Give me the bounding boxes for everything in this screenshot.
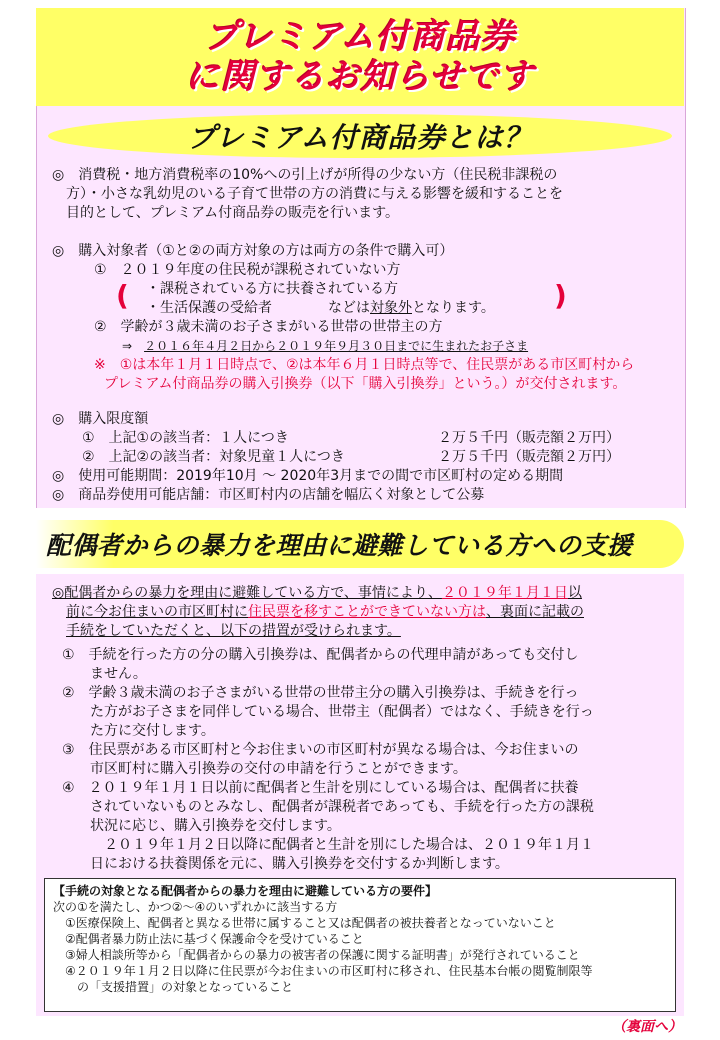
section2-lead xyxy=(52,584,680,641)
bullet2-suffix: となります。 xyxy=(412,300,495,316)
bracket-open: ( xyxy=(116,279,129,312)
lead-text-f: 、裏面に記載の xyxy=(486,604,584,620)
title-banner xyxy=(36,8,684,106)
item-line: されていないものとみなし、配偶者が課税者であっても、手続を行った方の課税 xyxy=(62,799,594,815)
target-heading: ◎ 購入対象者（①と②の両方対象の方は両方の条件で購入可） xyxy=(52,243,454,259)
section2-heading-banner xyxy=(36,520,684,568)
list-item xyxy=(62,779,682,874)
requirement-line: ②配偶者暴力防止法に基づく保護命令を受けていること xyxy=(53,932,364,946)
item-line: 市区町村に購入引換券の交付の申請を行うことができます。 xyxy=(62,761,467,777)
section1-heading-banner xyxy=(48,114,672,158)
section1-heading: プレミアム付商品券とは？ xyxy=(187,121,533,154)
list-item xyxy=(62,741,682,779)
bracket-close: ) xyxy=(554,279,567,312)
section2-items xyxy=(62,646,682,874)
notice-line1: ※ ①は本年１月１日時点で、②は本年６月１日時点等で、住民票がある市区町村から xyxy=(94,357,635,373)
purchase-limit-block xyxy=(52,410,680,505)
lead-text-a: ◎配偶者からの暴力を理由に避難している方で、事情により、 xyxy=(52,585,442,601)
item-line: た方がお子さまを同伴している場合、世帯主（配偶者）ではなく、手続きを行っ xyxy=(62,704,594,720)
requirements-heading: 【手続の対象となる配偶者からの暴力を理由に避難している方の要件】 xyxy=(53,884,438,898)
intro-line: 目的として、プレミアム付商品券の販売を行います。 xyxy=(52,205,400,221)
limit-row1 xyxy=(52,429,680,448)
requirement-line: ①医療保険上、配偶者と異なる世帯に属すること又は配偶者の被扶養者となっていないこと xyxy=(53,916,556,930)
intro-line: ◎ 消費税・地方消費税率の10%への引上げが所得の少ない方（住民税非課税の xyxy=(52,167,558,183)
limit-heading: ◎ 購入限度額 xyxy=(52,411,149,427)
item-line: 状況に応じ、購入引換券を交付します。 xyxy=(62,818,341,834)
usage-period: ◎ 使用可能期間：2019年10月 ～ 2020年3月までの間で市区町村の定める期間 xyxy=(52,468,564,484)
list-item xyxy=(62,684,682,741)
section2-heading: 配偶者からの暴力を理由に避難している方への支援 xyxy=(46,531,633,560)
target-item1: ① ２０１９年度の住民税が課税されていない方 xyxy=(94,262,401,278)
item-line: た方に交付します。 xyxy=(62,723,215,739)
target-item2: ② 学齢が３歳未満のお子さまがいる世帯の世帯主の方 xyxy=(94,319,443,335)
list-item xyxy=(62,646,682,684)
birth-range: ２０１６年４月２日から２０１９年９月３０日までに生まれたお子さま xyxy=(144,339,529,353)
excluded-label: 対象外 xyxy=(370,300,412,316)
limit-row2 xyxy=(52,448,680,467)
section1-intro xyxy=(52,166,680,223)
requirement-line: 次の①を満たし、かつ②～④のいずれかに該当する方 xyxy=(53,900,338,914)
bullet2-connector: は xyxy=(356,300,370,316)
target-bullet1: ・課税されている方に扶養されている方 xyxy=(146,281,398,297)
item-line: ③ 住民票がある市区町村と今お住まいの市区町村が異なる場合は、今お住まいの xyxy=(62,742,579,758)
flyer-page xyxy=(36,8,684,1016)
lead-highlight: 住民票を移すことができていない方は xyxy=(248,604,486,620)
page-title-line1: プレミアム付商品券 xyxy=(204,17,516,57)
item-line: ません。 xyxy=(62,666,147,682)
item-line: ④ ２０１９年１月１日以前に配偶者と生計を別にしている場合は、配偶者に扶養 xyxy=(62,780,579,796)
requirement-line: ③婦人相談所等から「配偶者からの暴力の被害者の保護に関する証明書」が発行されていること xyxy=(53,948,580,962)
requirements-box xyxy=(44,878,676,1012)
limit-row2-value: ２万５千円（販売額２万円） xyxy=(438,449,620,465)
lead-line2 xyxy=(52,603,680,622)
requirement-line: ④２０１９年１月２日以降に住民票が今お住まいの市区町村に移され、住民基本台帳の閲覧制限等 xyxy=(53,964,593,978)
target-item2-note xyxy=(52,337,680,356)
arrow-icon: ⇒ xyxy=(122,339,145,353)
usage-stores: ◎ 商品券使用可能店舗：市区町村内の店舗を幅広く対象として公募 xyxy=(52,487,485,503)
limit-row1-label: ① 上記①の該当者：１人につき xyxy=(82,430,289,446)
limit-row2-label: ② 上記②の該当者：対象児童１人につき xyxy=(82,449,345,465)
lead-line3 xyxy=(52,622,680,641)
item-line: ① 手続を行った方の分の購入引換券は、配偶者からの代理申請があっても交付し xyxy=(62,647,579,663)
item-line: ② 学齢３歳未満のお子さまがいる世帯の世帯主分の購入引換券は、手続きを行っ xyxy=(62,685,579,701)
bullet2-text: ・生活保護の受給者 など xyxy=(146,300,356,316)
item-line: ２０１９年１月２日以降に配偶者と生計を別にした場合は、２０１９年１月１ xyxy=(62,837,594,853)
requirement-line: の「支援措置」の対象となっていること xyxy=(53,980,294,994)
lead-text-d: 前に今お住まいの市区町村に xyxy=(66,604,248,620)
continued-on-back: （裏面へ） xyxy=(612,1019,682,1035)
notice-line2: プレミアム付商品券の購入引換券（以下「購入引換券」という。）が交付されます。 xyxy=(104,376,627,392)
lead-text-c: 以 xyxy=(567,585,582,601)
page-title-line2: に関するお知らせです xyxy=(185,57,535,97)
lead-date: ２０１９年１月１日 xyxy=(441,585,568,601)
intro-line: 方）・小さな乳幼児のいる子育て世帯の方の消費に与える影響を緩和することを xyxy=(52,186,563,202)
limit-row1-value: ２万５千円（販売額２万円） xyxy=(438,430,620,446)
purchase-target-block xyxy=(52,242,680,394)
target-bullet2 xyxy=(52,299,680,318)
lead-text-g: 手続をしていただくと、以下の措置が受けられます。 xyxy=(66,623,401,639)
lead-line1 xyxy=(52,584,680,603)
item-line: 日における扶養関係を元に、購入引換券を交付するか判断します。 xyxy=(62,856,509,872)
